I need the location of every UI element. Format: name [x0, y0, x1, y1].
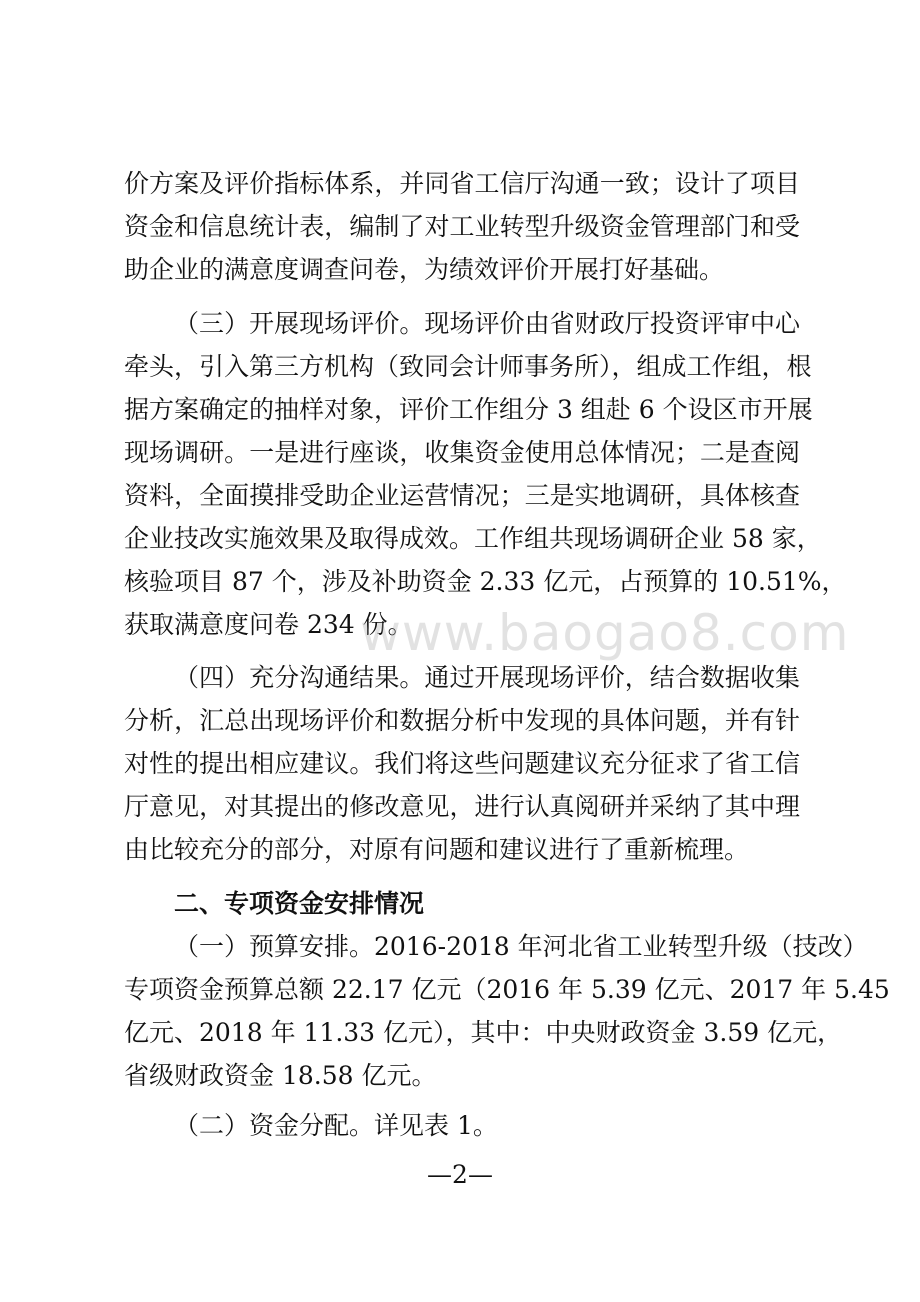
paragraph-line: 资料，全面摸排受助企业运营情况；三是实地调研，具体核查 — [124, 481, 800, 510]
page-number: —2— — [427, 1160, 493, 1189]
paragraph-line: 亿元、2018 年 11.33 亿元），其中：中央财政资金 3.59 亿元， — [124, 1018, 843, 1047]
paragraph-line: 专项资金预算总额 22.17 亿元（2016 年 5.39 亿元、2017 年 5.45 — [124, 975, 890, 1004]
section-3-first-line: （三）开展现场评价。现场评价由省财政厅投资评审中心 — [174, 309, 800, 338]
paragraph-line: 价方案及评价指标体系，并同省工信厅沟通一致；设计了项目 — [124, 169, 800, 198]
paragraph-line: 获取满意度问卷 234 份。 — [124, 610, 413, 639]
paragraph-line: 核验项目 87 个，涉及补助资金 2.33 亿元，占预算的 10.51%， — [124, 567, 847, 596]
section-heading: 二、专项资金安排情况 — [174, 889, 425, 918]
section-4-first-line: （四）充分沟通结果。通过开展现场评价，结合数据收集 — [174, 663, 800, 692]
paragraph-line: 助企业的满意度调查问卷，为绩效评价开展打好基础。 — [124, 255, 725, 284]
paragraph-line: 现场调研。一是进行座谈，收集资金使用总体情况；二是查阅 — [124, 438, 800, 467]
paragraph-line: 省级财政资金 18.58 亿元。 — [124, 1061, 437, 1090]
paragraph-line: 厅意见，对其提出的修改意见，进行认真阅研并采纳了其中理 — [124, 792, 800, 821]
paragraph-line: 分析，汇总出现场评价和数据分析中发现的具体问题，并有针 — [124, 706, 800, 735]
subsection-2-line: （二）资金分配。详见表 1。 — [174, 1111, 498, 1140]
paragraph-line: 据方案确定的抽样对象，评价工作组分 3 组赴 6 个设区市开展 — [124, 395, 813, 424]
watermark: www.baogao8.com — [360, 604, 850, 662]
subsection-1-first-line: （一）预算安排。2016-2018 年河北省工业转型升级（技改） — [174, 932, 868, 961]
paragraph-line: 由比较充分的部分，对原有问题和建议进行了重新梳理。 — [124, 835, 750, 864]
paragraph-line: 对性的提出相应建议。我们将这些问题建议充分征求了省工信 — [124, 749, 800, 778]
paragraph-line: 资金和信息统计表，编制了对工业转型升级资金管理部门和受 — [124, 212, 800, 241]
paragraph-line: 企业技改实施效果及取得成效。工作组共现场调研企业 58 家， — [124, 524, 822, 553]
paragraph-line: 牵头，引入第三方机构（致同会计师事务所），组成工作组，根 — [124, 352, 812, 381]
